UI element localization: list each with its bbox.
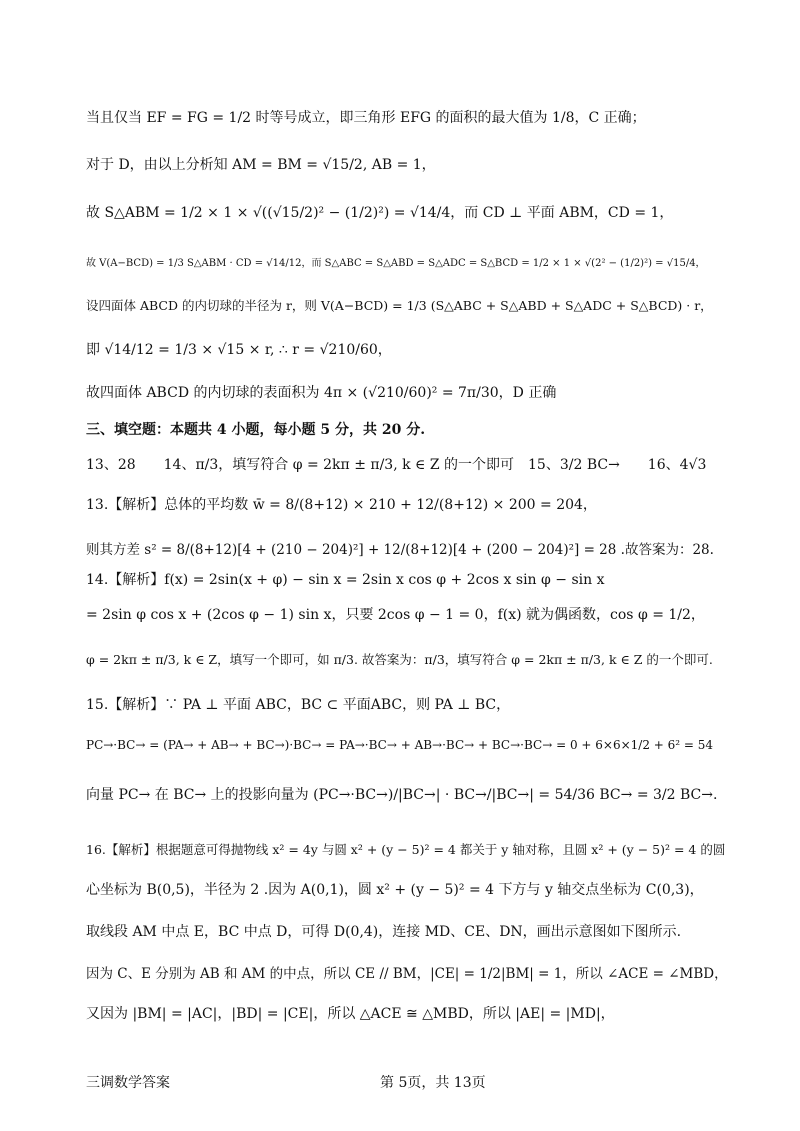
text-line-1: 当且仅当 EF = FG = 1/2 时等号成立，即三角形 EFG 的面积的最大值为 1/8，C 正确； — [86, 110, 646, 126]
solution-13-line-2: 则其方差 s² = 8/(8+12)[4 + (210 − 204)²] + 12/(8+12)[4 + (200 − 204)²] = 28 .故答案为：28. — [86, 542, 714, 558]
solution-16-line-1: 16.【解析】根据题意可得抛物线 x² = 4y 与圆 x² + (y − 5)² = 4 都关于 y 轴对称，且圆 x² + (y − 5)² = 4 的圆 — [86, 842, 726, 857]
solution-15-line-2: PC→·BC→ = (PA→ + AB→ + BC→)·BC→ = PA→·BC→ + AB→·BC→ + BC→·BC→ = 0 + 6×6×1/2 + 6² = 54 — [86, 738, 714, 752]
solution-16-line-3: 取线段 AM 中点 E，BC 中点 D，可得 D(0,4)，连接 MD、CE、DN，画出示意图如下图所示. — [86, 924, 682, 940]
solution-15-line-3: 向量 PC→ 在 BC→ 上的投影向量为 (PC→·BC→)/|BC→| · BC→/|BC→| = 54/36 BC→ = 3/2 BC→. — [86, 787, 718, 803]
section-heading-fill-blank: 三、填空题：本题共 4 小题，每小题 5 分，共 20 分. — [86, 422, 426, 438]
answer-summary-line: 13、28 14、π/3，填写符合 φ = 2kπ ± π/3, k ∈ Z 的一个即可 15、3/2 BC→ 16、4√3 — [86, 457, 707, 473]
solution-13-line-1: 13.【解析】总体的平均数 w̄ = 8/(8+12) × 210 + 12/(8+12) × 200 = 204， — [86, 497, 597, 513]
text-line-3: 故 S△ABM = 1/2 × 1 × √((√15/2)² − (1/2)²) = √14/4，而 CD ⊥ 平面 ABM，CD = 1， — [86, 205, 674, 221]
text-line-5: 设四面体 ABCD 的内切球的半径为 r，则 V(A−BCD) = 1/3 (S△ABC + S△ABD + S△ADC + S△BCD) · r， — [86, 298, 713, 313]
solution-14-line-1: 14.【解析】f(x) = 2sin(x + φ) − sin x = 2sin x cos φ + 2cos x sin φ − sin x — [86, 572, 605, 588]
text-line-6: 即 √14/12 = 1/3 × √15 × r, ∴ r = √210/60， — [86, 342, 392, 358]
solution-14-line-3: φ = 2kπ ± π/3, k ∈ Z，填写一个即可，如 π/3. 故答案为：π/3，填写符合 φ = 2kπ ± π/3, k ∈ Z 的一个即可. — [86, 652, 713, 667]
text-line-2: 对于 D，由以上分析知 AM = BM = √15/2, AB = 1， — [86, 157, 436, 173]
solution-15-line-1: 15.【解析】∵ PA ⊥ 平面 ABC，BC ⊂ 平面ABC，则 PA ⊥ BC， — [86, 697, 511, 713]
footer-page-number: 第 5页，共 13页 — [380, 1075, 486, 1091]
text-line-4: 故 V(A−BCD) = 1/3 S△ABM · CD = √14/12，而 S△ABC = S△ABD = S△ADC = S△BCD = 1/2 × 1 × √(2² − (1/2)²) = √15/4， — [86, 258, 706, 269]
footer-title: 三调数学答案 — [86, 1075, 170, 1091]
solution-16-line-2: 心坐标为 B(0,5)，半径为 2 .因为 A(0,1)，圆 x² + (y − 5)² = 4 下方与 y 轴交点坐标为 C(0,3)， — [86, 882, 704, 898]
solution-16-line-5: 又因为 |BM| = |AC|，|BD| = |CE|，所以 △ACE ≅ △MBD，所以 |AE| = |MD|， — [86, 1006, 615, 1022]
solution-16-line-4: 因为 C、E 分别为 AB 和 AM 的中点，所以 CE // BM，|CE| = 1/2|BM| = 1，所以 ∠ACE = ∠MBD， — [86, 966, 728, 982]
solution-14-line-2: = 2sin φ cos x + (2cos φ − 1) sin x，只要 2cos φ − 1 = 0，f(x) 就为偶函数，cos φ = 1/2， — [86, 607, 705, 623]
text-line-7: 故四面体 ABCD 的内切球的表面积为 4π × (√210/60)² = 7π/30，D 正确 — [86, 385, 557, 401]
